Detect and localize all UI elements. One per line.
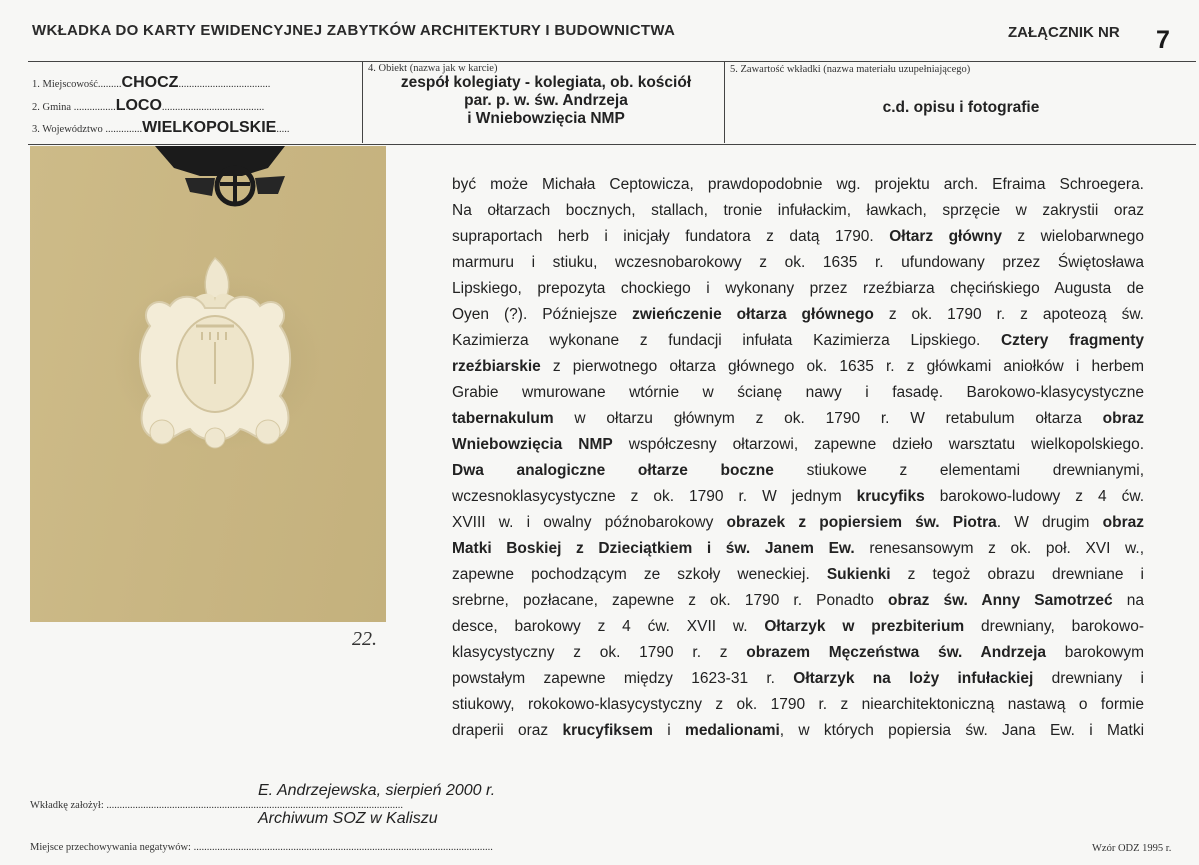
- dots: ..............: [102, 124, 143, 135]
- field-obiekt-value: [370, 74, 722, 128]
- dots: .................................................................................................................: [103, 800, 404, 811]
- field-gmina-label: 2. Gmina: [32, 102, 72, 113]
- photo-illustration: [30, 146, 386, 622]
- text-line: Kazimierza wykonane z fundacji infułata Kazimierza Lipskiego. Cztery fragmenty: [452, 332, 1144, 349]
- text-line: tabernakulum w ołtarzu głównym z ok. 1790 r. W retabulum ołtarza obraz: [452, 410, 1144, 427]
- text-line: srebrne, pozłacane, zapewne z ok. 1790 r. Ponadto obraz św. Anny Samotrzeć na: [452, 592, 1144, 609]
- dots: ..................................................................................................................: [190, 842, 493, 853]
- text-line: Oyen (?). Późniejsze zwieńczenie ołtarza głównego z ok. 1790 r. z apoteozą św.: [452, 306, 1144, 323]
- text-line: Lipskiego, prepozyta chockiego i wykonany przez rzeźbiarza chęcińskiego Augusta de: [452, 280, 1144, 297]
- description-text: [452, 172, 1144, 744]
- negatives-field: [30, 842, 493, 853]
- author-signature: E. Andrzejewska, sierpień 2000 r.: [258, 782, 496, 799]
- field-miejscowosc-value: CHOCZ: [121, 74, 179, 91]
- text-line: Na ołtarzach bocznych, stallach, tronie infułackim, ławkach, sprzęcie w zakrystii oraz: [452, 202, 1144, 219]
- annex-label: ZAŁĄCZNIK NR: [1008, 24, 1120, 41]
- text-line: stiukowy, rokokowo-klasycystyczny z ok. 1790 r. z niearchitektoniczną nastawą o formie: [452, 696, 1144, 713]
- dots: .........: [97, 79, 122, 90]
- document-title: WKŁADKA DO KARTY EWIDENCYJNEJ ZABYTKÓW ARCHITEKTURY I BUDOWNICTWA: [32, 22, 676, 39]
- field-gmina-value: LOCO: [115, 97, 162, 114]
- field-miejscowosc: [32, 74, 270, 92]
- field-zawartosc-label: 5. Zawartość wkładki (nazwa materiału uzupełniającego): [730, 64, 971, 75]
- author-label: Wkładkę założył:: [30, 800, 104, 811]
- text-line: Dwa analogiczne ołtarze boczne stiukowe z elementami drewnianymi,: [452, 462, 1145, 479]
- photo-coat-of-arms: [30, 146, 386, 622]
- field-zawartosc-value: c.d. opisu i fotografie: [882, 99, 1040, 116]
- dots: .......................................: [161, 102, 265, 113]
- text-line: marmuru i stiuku, wczesnobarokowy z ok. 1635 r. ufundowany przez Świętosława: [452, 254, 1144, 271]
- field-wojewodztwo-value: WIELKOPOLSKIE: [142, 119, 277, 136]
- dots: ................: [71, 102, 116, 113]
- text-line: draperii oraz krucyfiksem i medalionami, w których popiersia św. Jana Ew. i Matki: [452, 722, 1145, 739]
- text-line: wczesnoklasycystyczne z ok. 1790 r. W jednym krucyfiks barokowo-ludowy z 4 ćw.: [452, 488, 1144, 505]
- field-wojewodztwo: [32, 119, 289, 137]
- column-divider-1: [362, 61, 363, 143]
- field-obiekt-line-1: zespół kolegiaty - kolegiata, ob. kościół: [400, 74, 692, 91]
- field-obiekt-label: 4. Obiekt (nazwa jak w karcie): [368, 63, 498, 74]
- text-line: desce, barokowy z 4 ćw. XVII w. Ołtarzyk w prezbiterium drewniany, barokowo-: [452, 618, 1145, 635]
- lantern-fixture: [155, 146, 285, 204]
- text-line: zapewne pochodzącym ze szkoły weneckiej. Sukienki z tegoż obrazu drewniane i: [452, 566, 1144, 583]
- text-line: Matki Boskiej z Dzieciątkiem i św. Janem Ew. renesansowym z ok. poł. XVI w.,: [452, 540, 1145, 557]
- photo-number: 22.: [352, 628, 377, 650]
- text-line: Grabie wmurowane wtórnie w ścianę nawy i fasadę. Barokowo-klasycystyczne: [452, 384, 1144, 401]
- dots: .....: [276, 124, 290, 135]
- text-line: powstałym zapewne między 1623-31 r. Ołtarzyk na loży infułackiej drewniany i: [452, 670, 1144, 687]
- negatives-label: Miejsce przechowywania negatywów:: [30, 842, 191, 853]
- form-template-note: Wzór ODZ 1995 r.: [1092, 843, 1172, 854]
- text-line: rzeźbiarskie z pierwotnego ołtarza głównego ok. 1635 r. z główkami aniołków i herbem: [452, 358, 1145, 375]
- field-miejscowosc-label: 1. Miejscowość: [32, 79, 98, 90]
- text-line: Wniebowzięcia NMP współczesny ołtarzowi, zapewne dzieło warsztatu wielkopolskiego.: [452, 436, 1144, 453]
- field-gmina: [32, 97, 264, 115]
- dots: ...................................: [178, 79, 271, 90]
- annex-number: 7: [1156, 26, 1170, 54]
- field-obiekt-line-3: i Wniebowzięcia NMP: [467, 110, 625, 127]
- negatives-location-value: Archiwum SOZ w Kaliszu: [258, 810, 438, 827]
- text-line: XVIII w. i owalny późnobarokowy obrazek z popiersiem św. Piotra. W drugim obraz: [452, 514, 1145, 531]
- column-divider-2: [724, 61, 725, 143]
- text-line: być może Michała Ceptowicza, prawdopodobnie wg. projektu arch. Efraima Schroegera.: [452, 176, 1144, 193]
- field-obiekt-line-2: par. p. w. św. Andrzeja: [464, 92, 628, 109]
- field-wojewodztwo-label: 3. Województwo: [32, 124, 103, 135]
- text-line: supraportach herb i inicjały fundatora z datą 1790. Ołtarz główny z wielobarwnego: [452, 228, 1145, 245]
- text-line: klasycystyczny z ok. 1790 r. z obrazem Męczeństwa św. Andrzeja barokowym: [452, 644, 1144, 661]
